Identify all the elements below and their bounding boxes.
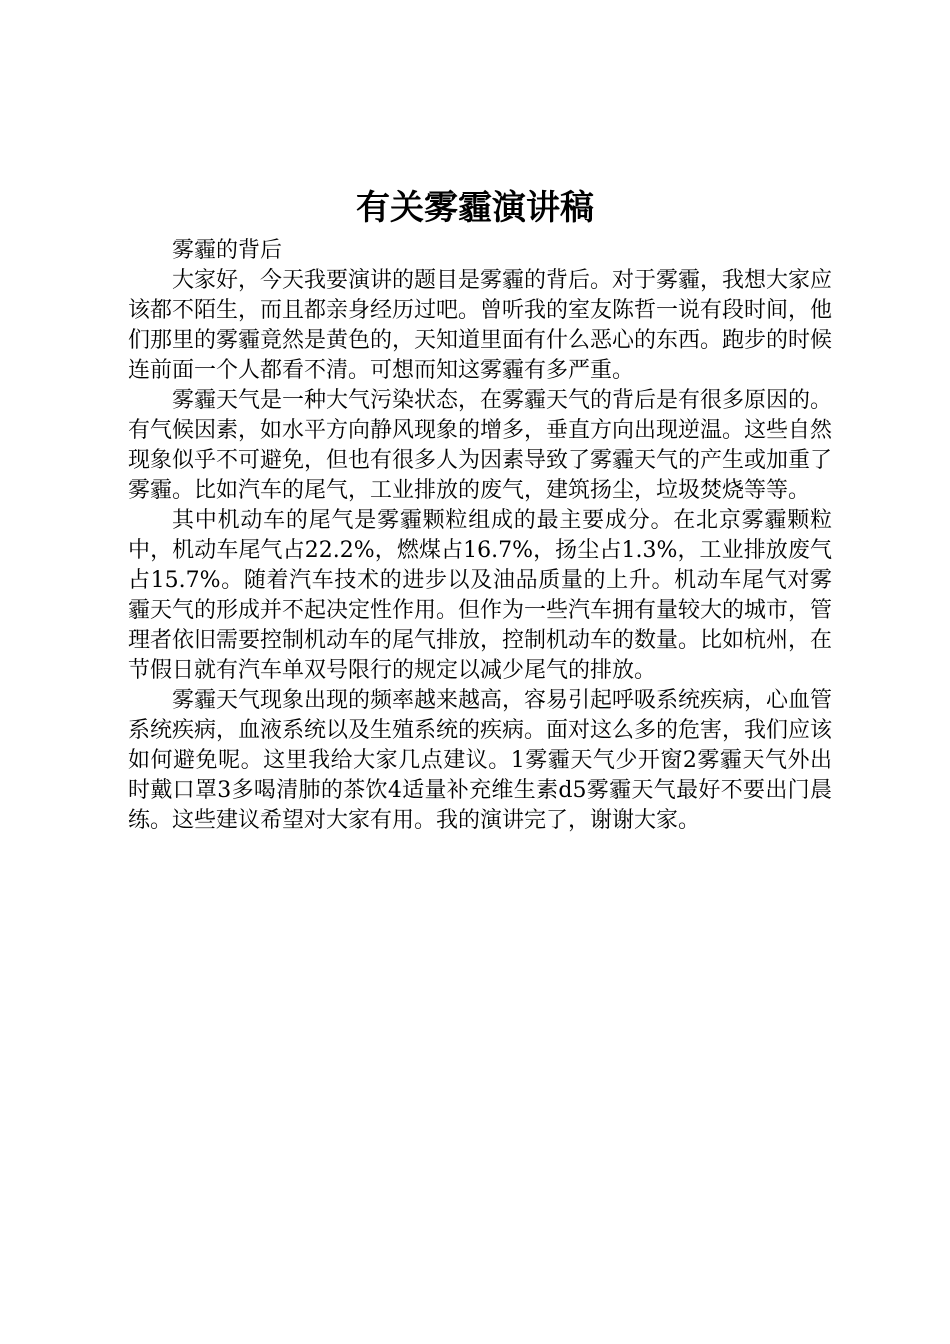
paragraph-intro: 大家好，今天我要演讲的题目是雾霾的背后。对于雾霾，我想大家应该都不陌生，而且都亲身经历过吧。曾听我的室友陈哲一说有段时间，他们那里的雾霾竟然是黄色的，天知道里面有什么恶心的东西。跑步的时候连前面一个人都看不清。可想而知这雾霾有多严重。 [128, 268, 833, 383]
paragraph-subtitle: 雾霾的背后 [172, 238, 283, 263]
paragraph-advice: 雾霾天气现象出现的频率越来越高，容易引起呼吸系统疾病，心血管系统疾病，血液系统以及生殖系统的疾病。面对这么多的危害，我们应该如何避免呢。这里我给大家几点建议。1雾霾天气少开窗2雾霾天气外出时戴口罩3多喝清肺的茶饮4适量补充维生素d5雾霾天气最好不要出门晨练。这些建议希望对大家有用。我的演讲完了，谢谢大家。 [128, 688, 833, 833]
document-title: 有关雾霾演讲稿 [356, 188, 594, 228]
paragraph-causes: 雾霾天气是一种大气污染状态，在雾霾天气的背后是有很多原因的。有气候因素，如水平方向静风现象的增多，垂直方向出现逆温。这些自然现象似乎不可避免，但也有很多人为因素导致了雾霾天气的产生或加重了雾霾。比如汽车的尾气，工业排放的废气，建筑扬尘，垃圾焚烧等等。 [128, 388, 833, 503]
paragraph-vehicle-exhaust: 其中机动车的尾气是雾霾颗粒组成的最主要成分。在北京雾霾颗粒中，机动车尾气占22.2%，燃煤占16.7%，扬尘占1.3%，工业排放废气占15.7%。随着汽车技术的进步以及油品质量的上升。机动车尾气对雾霾天气的形成并不起决定性作用。但作为一些汽车拥有量较大的城市，管理者依旧需要控制机动车的尾气排放，控制机动车的数量。比如杭州，在节假日就有汽车单双号限行的规定以减少尾气的排放。 [128, 508, 833, 683]
document-body [128, 236, 832, 836]
